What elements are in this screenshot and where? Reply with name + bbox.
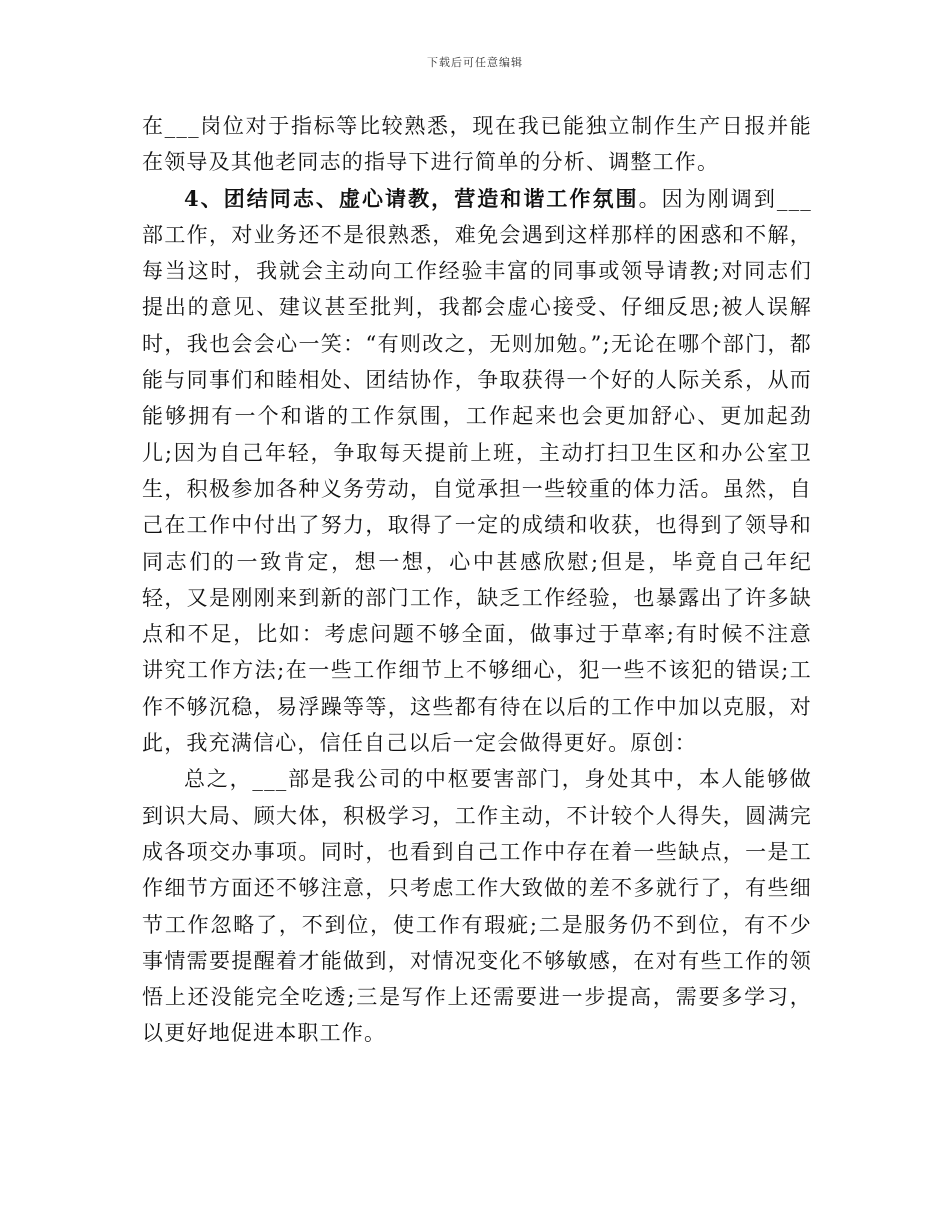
paragraph-heading: 4、团结同志、虚心请教，营造和谐工作氛围 — [184, 185, 639, 211]
document-body — [142, 108, 812, 1052]
paragraph-teamwork — [142, 181, 812, 762]
page-header: 下载后可任意编辑 — [427, 56, 523, 69]
paragraph-summary: 总之，___部是我公司的中枢要害部门，身处其中，本人能够做到识大局、顾大体，积极学习，工作主动，不计较个人得失，圆满完成各项交办事项。同时，也看到自己工作中存在着一些缺点，一是工作细节方面还不够注意，只考虑工作大致做的差不多就行了，有些细节工作忽略了，不到位，使工作有瑕疵;二是服务仍不到位，有不少事情需要提醒着才能做到，对情况变化不够敏感，在对有些工作的领悟上还没能完全吃透;三是写作上还需要进一步提高，需要多学习，以更好地促进本职工作。 — [142, 767, 812, 1046]
paragraph-text: 。因为刚调到___部工作，对业务还不是很熟悉，难免会遇到这样那样的困惑和不解，每当这时，我就会主动向工作经验丰富的同事或领导请教;对同志们提出的意见、建议甚至批判，我都会虚心接受、仔细反思;被人误解时，我也会会心一笑：“有则改之，无则加勉。”;无论在哪个部门，都能与同事们和睦相处、团结协作，争取获得一个好的人际关系，从而能够拥有一个和谐的工作氛围，工作起来也会更加舒心、更加起劲儿;因为自己年轻，争取每天提前上班，主动打扫卫生区和办公室卫生，积极参加各种义务劳动，自觉承担一些较重的体力活。虽然，自己在工作中付出了努力，取得了一定的成绩和收获，也得到了领导和同志们的一致肯定，想一想，心中甚感欣慰;但是，毕竟自己年纪轻，又是刚刚来到新的部门工作，缺乏工作经验，也暴露出了许多缺点和不足，比如：考虑问题不够全面，做事过于草率;有时候不注意讲究工作方法;在一些工作细节上不够细心，犯一些不该犯的错误;工作不够沉稳，易浮躁等等，这些都有待在以后的工作中加以克服，对此，我充满信心，信任自己以后一定会做得更好。原创： — [142, 186, 812, 756]
paragraph-continuation: 在___岗位对于指标等比较熟悉，现在我已能独立制作生产日报并能在领导及其他老同志的指导下进行简单的分析、调整工作。 — [142, 114, 812, 175]
